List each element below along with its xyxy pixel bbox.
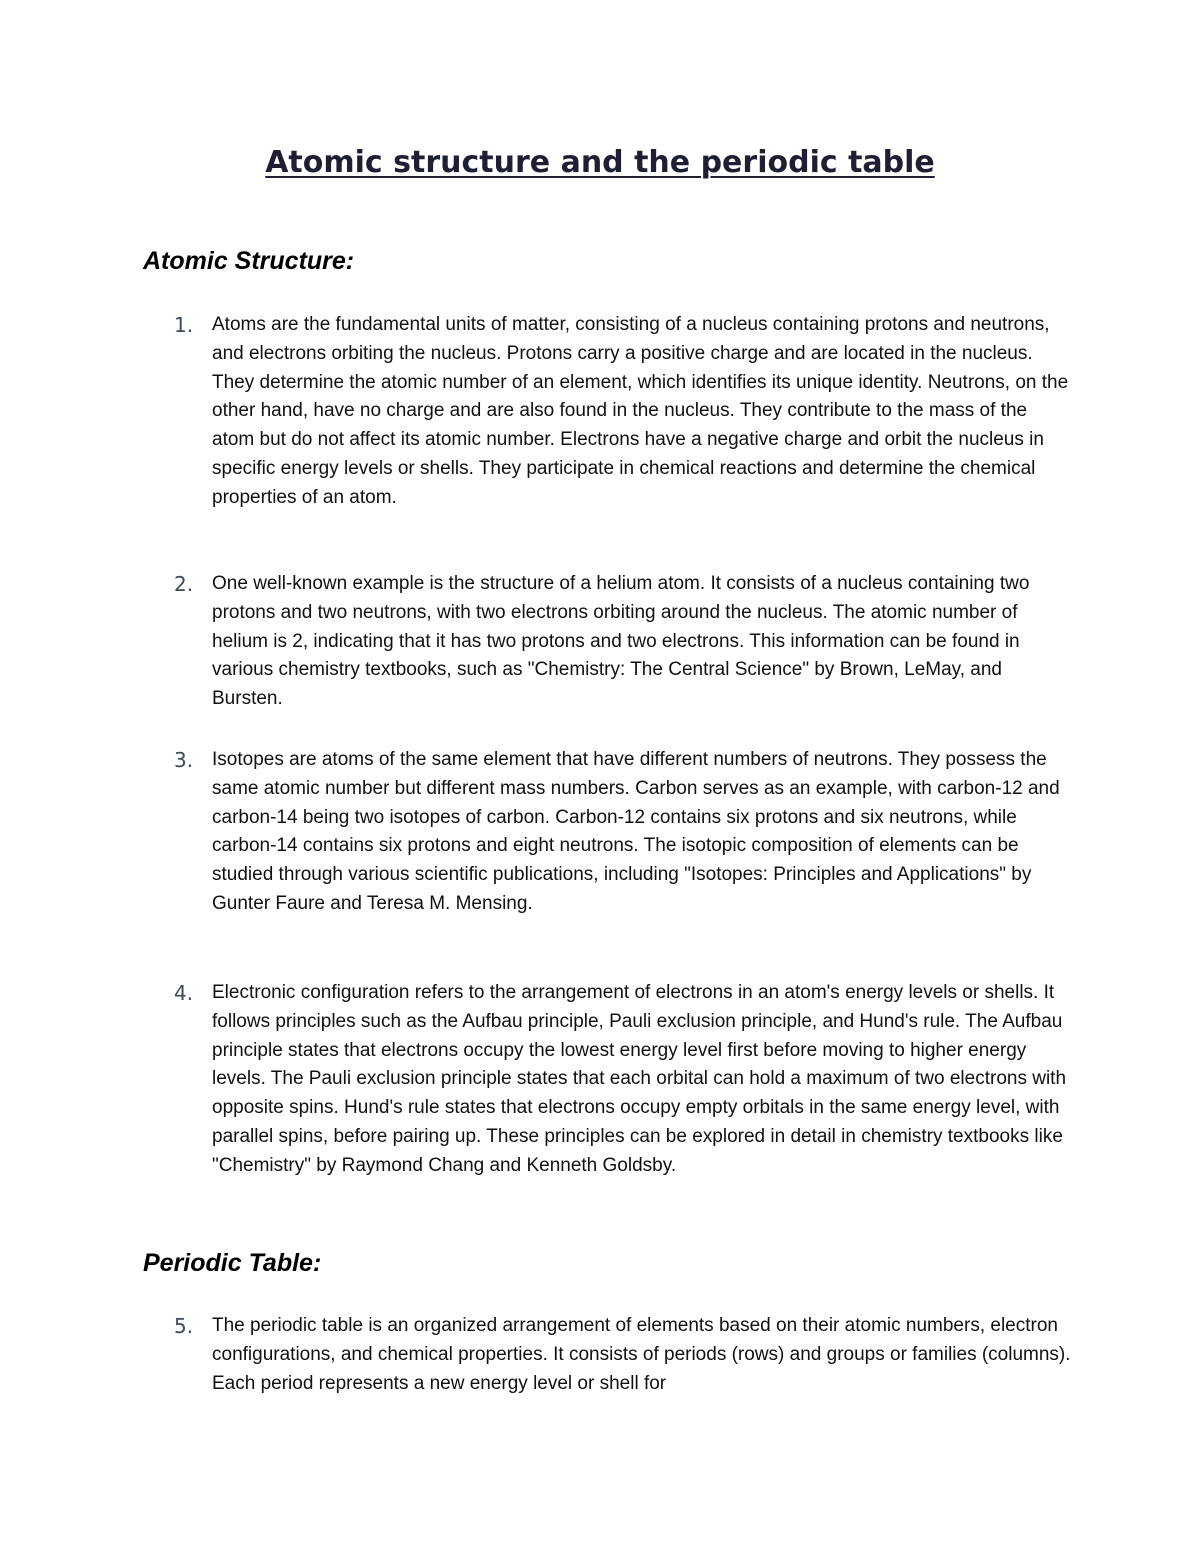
list-item-number: 5. <box>174 1314 194 1338</box>
list-item-text: One well-known example is the structure of a helium atom. It consists of a nucleus containing two protons and two neutrons, with two electrons orbiting around the nucleus. The atomic number of helium is 2, indicating that it has two protons and two electrons. This information can be found in various chemistry textbooks, such as "Chemistry: The Central Science" by Brown, LeMay, and Bursten. <box>212 573 1030 709</box>
list-item-text: The periodic table is an organized arrangement of elements based on their atomic numbers, electron configurations, and chemical properties. It consists of periods (rows) and groups or families (columns). Each period represents a new energy level or shell for <box>212 1315 1071 1394</box>
list-item-number: 1. <box>174 313 194 337</box>
section-heading-atomic-structure: Atomic Structure: <box>143 247 355 275</box>
list-item-number: 3. <box>174 748 194 772</box>
section-heading-periodic-table: Periodic Table: <box>143 1249 322 1277</box>
list-item-text: Isotopes are atoms of the same element that have different numbers of neutrons. They possess the same atomic number but different mass numbers. Carbon serves as an example, with carbon-12 and carbon-14 being two isotopes of carbon. Carbon-12 contains six protons and six neutrons, while carbon-14 contains six protons and eight neutrons. The isotopic composition of elements can be studied through various scientific publications, including "Isotopes: Principles and Applications" by Gunter Faure and Teresa M. Mensing. <box>212 749 1060 914</box>
list-item-text: Atoms are the fundamental units of matter, consisting of a nucleus containing protons and neutrons, and electrons orbiting the nucleus. Protons carry a positive charge and are located in the nucleus. They determine the atomic number of an element, which identifies its unique identity. Neutrons, on the other hand, have no charge and are also found in the nucleus. They contribute to the mass of the atom but do not affect its atomic number. Electrons have a negative charge and orbit the nucleus in specific energy levels or shells. They participate in chemical reactions and determine the chemical properties of an atom. <box>212 314 1069 508</box>
list-item-number: 2. <box>174 572 194 596</box>
list-item-number: 4. <box>174 981 194 1005</box>
page-title: Atomic structure and the periodic table <box>265 145 935 180</box>
list-item-text: Electronic configuration refers to the arrangement of electrons in an atom's energy levels or shells. It follows principles such as the Aufbau principle, Pauli exclusion principle, and Hund's rule. The Aufbau principle states that electrons occupy the lowest energy level first before moving to higher energy levels. The Pauli exclusion principle states that each orbital can hold a maximum of two electrons with opposite spins. Hund's rule states that electrons occupy empty orbitals in the same energy level, with parallel spins, before pairing up. These principles can be explored in detail in chemistry textbooks like "Chemistry" by Raymond Chang and Kenneth Goldsby. <box>212 982 1067 1176</box>
